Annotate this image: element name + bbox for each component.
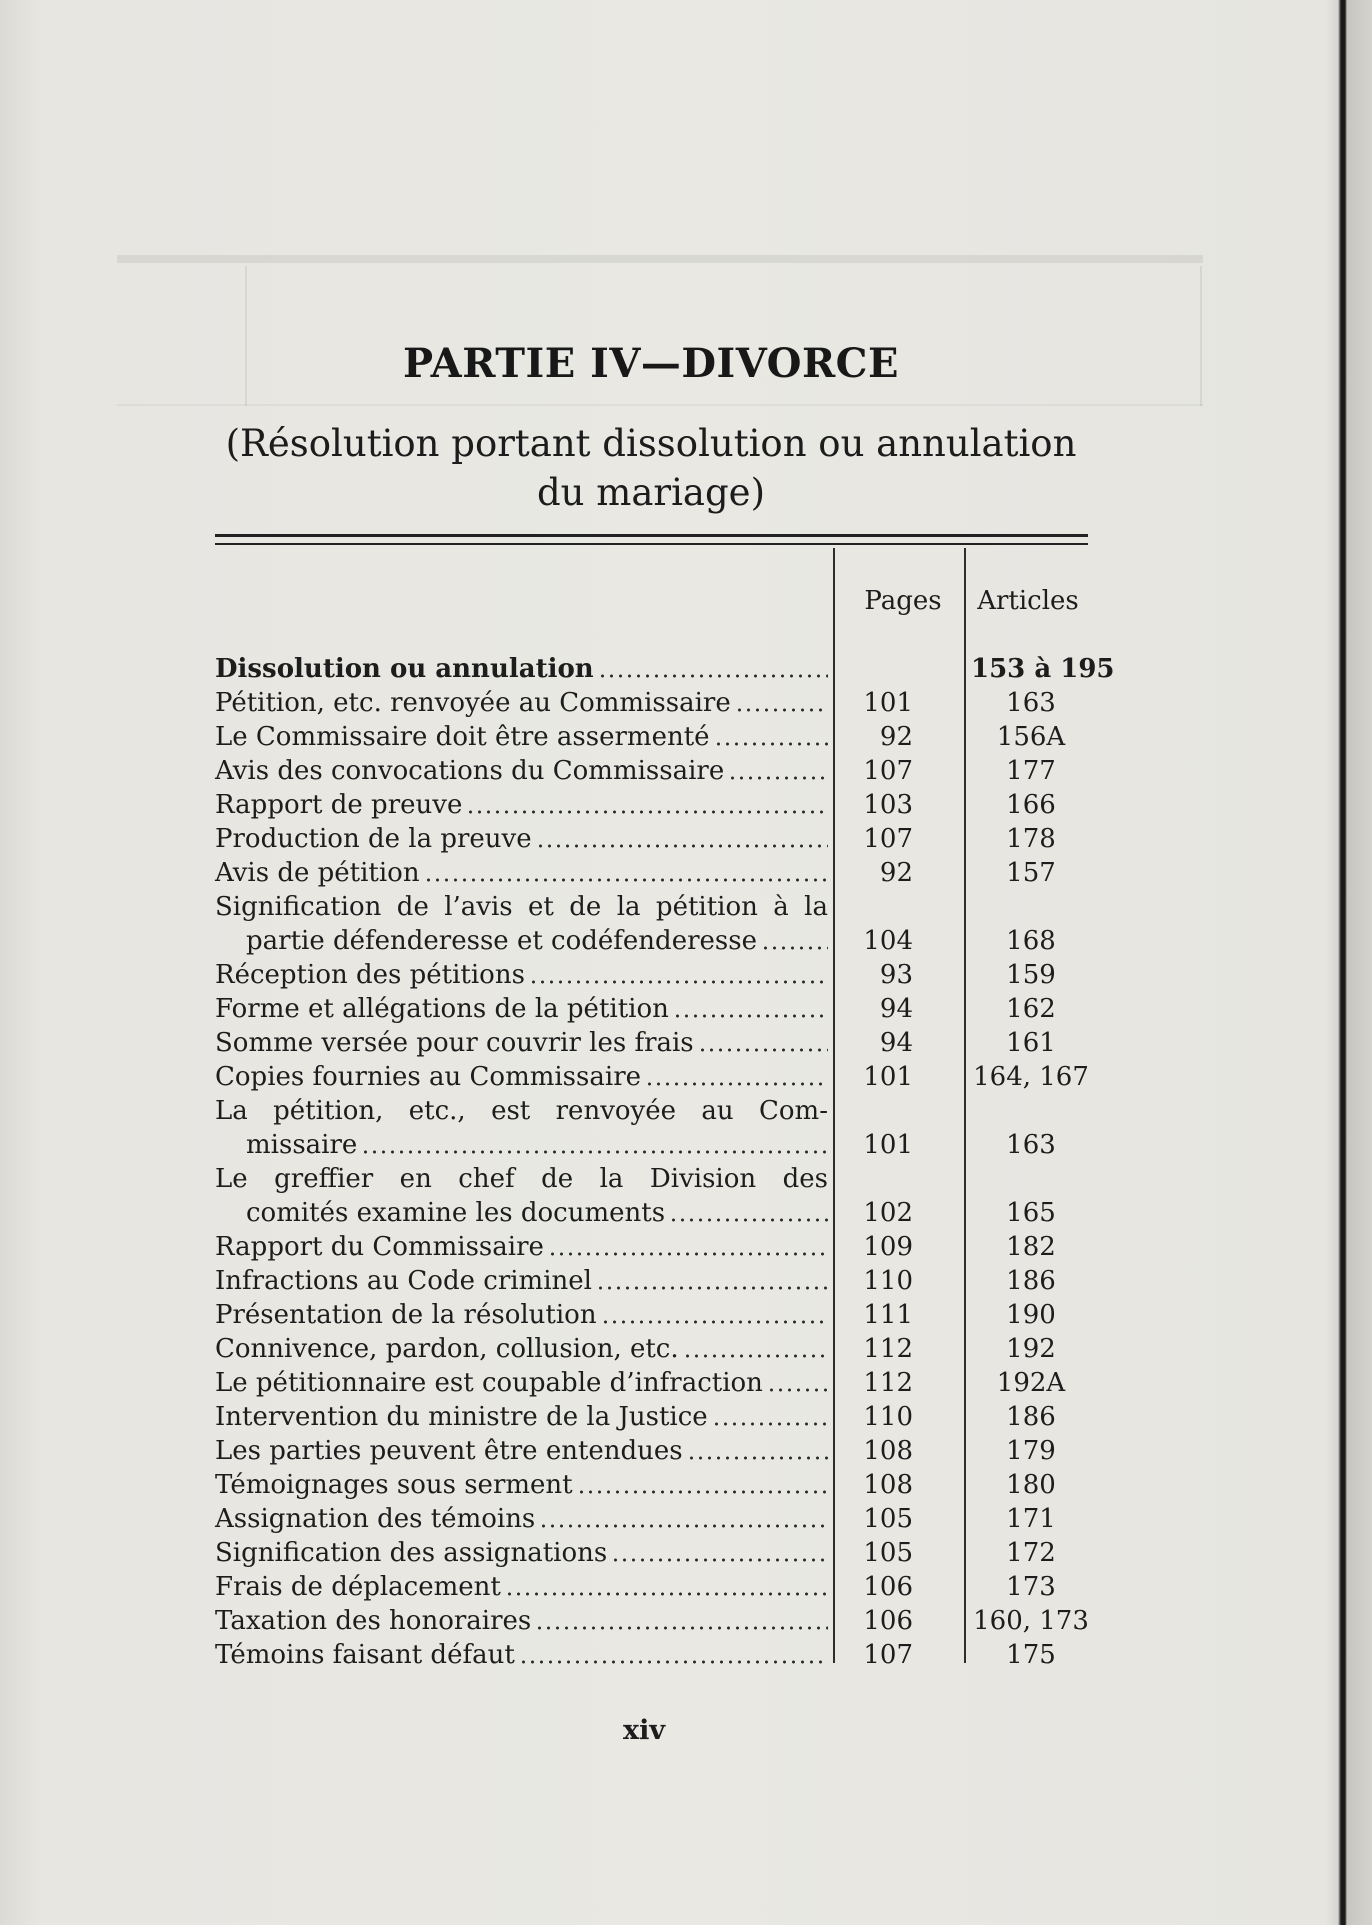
dot-leader	[765, 1366, 828, 1400]
entry-text-wrap	[215, 856, 828, 890]
toc-entry-line	[215, 890, 1095, 924]
entry-articles: 173	[1006, 1572, 1056, 1602]
entry-articles: 172	[1006, 1538, 1056, 1568]
entry-text: Infractions au Code criminel	[215, 1266, 592, 1296]
entry-text-wrap	[215, 1366, 828, 1400]
toc-entry	[215, 1264, 1095, 1298]
entry-text: Signification de l’avis et de la pétition à la	[215, 892, 828, 922]
toc-entry-line	[215, 1298, 1095, 1332]
toc-entry	[215, 890, 1095, 958]
entry-text: Connivence, pardon, collusion, etc.	[215, 1334, 679, 1364]
entry-page: 105	[863, 1504, 913, 1534]
dot-leader	[503, 1570, 828, 1604]
toc-entry-line	[215, 924, 1095, 958]
entry-page: 108	[863, 1436, 913, 1466]
toc-entry-line	[215, 1400, 1095, 1434]
entry-page: 106	[863, 1606, 913, 1636]
entry-text: La pétition, etc., est renvoyée au Com-	[215, 1096, 828, 1126]
dot-leader	[599, 1298, 828, 1332]
entry-articles: 168	[1006, 926, 1056, 956]
toc-entry-line	[215, 1570, 1095, 1604]
toc-entry-line	[215, 992, 1095, 1026]
dot-leader	[537, 1502, 828, 1536]
entry-articles: 192	[1006, 1334, 1056, 1364]
entry-text-wrap	[215, 686, 828, 720]
entry-text-wrap	[215, 1094, 828, 1128]
dot-leader	[575, 1468, 828, 1502]
entry-text: Forme et allégations de la pétition	[215, 994, 669, 1024]
toc-entry	[215, 1638, 1095, 1672]
entry-articles: 180	[1006, 1470, 1056, 1500]
dot-leader	[534, 822, 828, 856]
entry-articles: 175	[1006, 1640, 1056, 1670]
double-rule-top	[215, 534, 1088, 537]
articles-column-header: Articles	[977, 586, 1079, 616]
entry-page: 112	[863, 1368, 913, 1398]
entry-articles: 164, 167	[973, 1062, 1089, 1092]
entry-page: 101	[863, 1062, 913, 1092]
entry-text-wrap	[246, 924, 828, 958]
entry-text-wrap	[215, 1570, 828, 1604]
entry-page: 94	[879, 1028, 913, 1058]
dot-leader	[422, 856, 828, 890]
toc-entry	[215, 1570, 1095, 1604]
toc-entry-line	[215, 1366, 1095, 1400]
entry-articles: 156A	[996, 722, 1066, 752]
entry-articles: 178	[1006, 824, 1056, 854]
dot-leader	[517, 1638, 828, 1672]
entry-articles: 177	[1006, 756, 1056, 786]
entry-text-wrap	[215, 652, 828, 686]
dot-leader	[733, 686, 828, 720]
bleed-through-rule	[117, 404, 1203, 406]
entry-articles: 186	[1006, 1266, 1056, 1296]
double-rule-bottom	[215, 543, 1088, 545]
entry-text-wrap	[215, 754, 828, 788]
entry-text: Avis des convocations du Commissaire	[215, 756, 725, 786]
toc-entry	[215, 1162, 1095, 1230]
toc-entry	[215, 788, 1095, 822]
toc-entry-line	[215, 686, 1095, 720]
entry-text: Copies fournies au Commissaire	[215, 1062, 642, 1092]
toc-entry-line	[215, 1094, 1095, 1128]
dot-leader	[546, 1230, 828, 1264]
entry-text: Témoins faisant défaut	[215, 1640, 515, 1670]
entry-text-wrap	[215, 1026, 828, 1060]
toc-entry	[215, 992, 1095, 1026]
entry-articles: 166	[1006, 790, 1056, 820]
entry-articles: 192A	[996, 1368, 1066, 1398]
dot-leader	[594, 1264, 828, 1298]
entry-page: 108	[863, 1470, 913, 1500]
entry-text: Frais de déplacement	[215, 1572, 501, 1602]
dot-leader	[681, 1332, 828, 1366]
toc-entry-line	[215, 1332, 1095, 1366]
entry-text-wrap	[215, 992, 828, 1026]
toc-entry-line	[215, 1434, 1095, 1468]
dot-leader	[696, 1026, 828, 1060]
toc-entry	[215, 1332, 1095, 1366]
toc-section-heading	[215, 652, 1115, 686]
entry-articles: 159	[1006, 960, 1056, 990]
entry-text-wrap	[215, 1434, 828, 1468]
toc-entry-line	[215, 1128, 1095, 1162]
entry-text: Rapport du Commissaire	[215, 1232, 544, 1262]
entry-text-wrap	[215, 1298, 828, 1332]
entry-page: 101	[863, 688, 913, 718]
entry-text: Assignation des témoins	[215, 1504, 536, 1534]
dot-leader	[527, 958, 828, 992]
dot-leader	[596, 652, 828, 686]
entry-articles: 163	[1006, 1130, 1056, 1160]
toc-entry	[215, 856, 1095, 890]
toc-entry	[215, 1536, 1095, 1570]
toc-entry-line	[215, 1230, 1095, 1264]
entry-text: Somme versée pour couvrir les frais	[215, 1028, 694, 1058]
toc-entry-line	[215, 1060, 1095, 1094]
section-label: Dissolution ou annulation	[215, 654, 594, 684]
dot-leader	[685, 1434, 828, 1468]
entry-text-wrap	[215, 890, 828, 924]
toc-entry-line	[215, 1162, 1095, 1196]
toc-entry-line	[215, 788, 1095, 822]
entry-text: Intervention du ministre de la Justice	[215, 1402, 708, 1432]
toc-entry	[215, 822, 1095, 856]
toc-entry	[215, 958, 1095, 992]
entry-page: 107	[863, 756, 913, 786]
entry-text: Signification des assignations	[215, 1538, 608, 1568]
entry-articles: 162	[1006, 994, 1056, 1024]
toc-entry	[215, 1230, 1095, 1264]
toc-entry	[215, 1060, 1095, 1094]
toc-entry	[215, 1298, 1095, 1332]
toc-entry-line	[215, 1026, 1095, 1060]
entry-text-wrap	[215, 788, 828, 822]
entry-text-wrap	[215, 822, 828, 856]
dot-leader	[712, 720, 828, 754]
toc-entry-line	[215, 1536, 1095, 1570]
page-number: xiv	[622, 1715, 666, 1746]
toc-entry-line	[215, 1604, 1095, 1638]
entry-text-wrap	[215, 1638, 828, 1672]
entry-page: 110	[863, 1266, 913, 1296]
toc-entry-line	[215, 720, 1095, 754]
subtitle-line: (Résolution portant dissolution ou annulation	[225, 422, 1077, 465]
entry-page: 111	[863, 1300, 913, 1330]
entry-page: 101	[863, 1130, 913, 1160]
toc-entry-line	[215, 958, 1095, 992]
pages-column-header: Pages	[864, 586, 942, 616]
toc-entry-line	[215, 856, 1095, 890]
entry-articles: 171	[1006, 1504, 1056, 1534]
entry-text-wrap	[215, 1468, 828, 1502]
entry-page: 94	[879, 994, 913, 1024]
page-binding-edge	[1326, 0, 1372, 1925]
entry-text-wrap	[215, 1264, 828, 1298]
entry-text: missaire	[246, 1130, 358, 1160]
toc-entry	[215, 1094, 1095, 1162]
dot-leader	[726, 754, 828, 788]
toc-entry-line	[215, 1468, 1095, 1502]
entry-page: 92	[879, 722, 913, 752]
bleed-through-column-line	[245, 266, 247, 406]
dot-leader	[533, 1604, 828, 1638]
entry-text: Témoignages sous serment	[215, 1470, 573, 1500]
entry-page: 104	[863, 926, 913, 956]
entry-text: Présentation de la résolution	[215, 1300, 597, 1330]
entry-text: Réception des pétitions	[215, 960, 525, 990]
entry-page: 107	[863, 1640, 913, 1670]
entry-text: Taxation des honoraires	[215, 1606, 532, 1636]
entry-page: 107	[863, 824, 913, 854]
dot-leader	[667, 1196, 828, 1230]
dot-leader	[643, 1060, 828, 1094]
entry-text: Les parties peuvent être entendues	[215, 1436, 683, 1466]
toc-entry-line	[215, 1196, 1095, 1230]
table-of-contents	[215, 652, 1115, 1672]
entry-text: Rapport de preuve	[215, 790, 463, 820]
dot-leader	[359, 1128, 828, 1162]
entry-page: 105	[863, 1538, 913, 1568]
entry-text-wrap	[246, 1196, 828, 1230]
toc-entry	[215, 1502, 1095, 1536]
toc-entry	[215, 1026, 1095, 1060]
toc-entry-line	[215, 1502, 1095, 1536]
entry-text: Avis de pétition	[215, 858, 420, 888]
toc-entry-line	[215, 754, 1095, 788]
part-title: PARTIE IV—DIVORCE	[402, 340, 900, 387]
entry-page: 110	[863, 1402, 913, 1432]
toc-entry-line	[215, 1638, 1095, 1672]
bleed-through-column-line	[1200, 266, 1202, 406]
entry-text-wrap	[215, 1332, 828, 1366]
dot-leader	[759, 924, 828, 958]
entry-page: 102	[863, 1198, 913, 1228]
entry-articles: 163	[1006, 688, 1056, 718]
entry-page: 106	[863, 1572, 913, 1602]
entry-text-wrap	[215, 1502, 828, 1536]
entry-text: Le pétitionnaire est coupable d’infraction	[215, 1368, 763, 1398]
toc-entry	[215, 1468, 1095, 1502]
entry-page: 93	[879, 960, 913, 990]
entry-text: Pétition, etc. renvoyée au Commissaire	[215, 688, 731, 718]
toc-entry	[215, 1434, 1095, 1468]
toc-entry-line	[215, 1264, 1095, 1298]
entry-articles: 182	[1006, 1232, 1056, 1262]
toc-entry	[215, 686, 1095, 720]
entry-text-wrap	[215, 1162, 828, 1196]
dot-leader	[464, 788, 828, 822]
toc-entry-line	[215, 822, 1095, 856]
section-articles: 153 à 195	[971, 654, 1115, 684]
toc-entry	[215, 1366, 1095, 1400]
entry-page: 112	[863, 1334, 913, 1364]
entry-articles: 160, 173	[973, 1606, 1089, 1636]
toc-entry	[215, 754, 1095, 788]
entry-text: partie défenderesse et codéfenderesse	[246, 926, 757, 956]
dot-leader	[671, 992, 828, 1026]
entry-text-wrap	[215, 1400, 828, 1434]
entry-text: Production de la preuve	[215, 824, 532, 854]
entry-text-wrap	[215, 1536, 828, 1570]
entry-articles: 186	[1006, 1402, 1056, 1432]
entry-articles: 157	[1006, 858, 1056, 888]
entry-text: Le greffier en chef de la Division des	[215, 1164, 828, 1194]
subtitle-line: du mariage)	[536, 471, 766, 514]
entry-articles: 179	[1006, 1436, 1056, 1466]
toc-entry	[215, 1400, 1095, 1434]
dot-leader	[609, 1536, 828, 1570]
part-subtitle	[0, 419, 1302, 517]
bleed-through-rule	[117, 255, 1203, 263]
entry-text-wrap	[246, 1128, 828, 1162]
entry-text-wrap	[215, 720, 828, 754]
entry-text: comités examine les documents	[246, 1198, 666, 1228]
entry-page: 103	[863, 790, 913, 820]
toc-entry	[215, 720, 1095, 754]
dot-leader	[710, 1400, 828, 1434]
entry-page: 92	[879, 858, 913, 888]
toc-entry	[215, 1604, 1095, 1638]
entry-articles: 190	[1006, 1300, 1056, 1330]
entry-articles: 161	[1006, 1028, 1056, 1058]
entry-articles: 165	[1006, 1198, 1056, 1228]
entry-page: 109	[863, 1232, 913, 1262]
entry-text: Le Commissaire doit être assermenté	[215, 722, 710, 752]
entry-text-wrap	[215, 1604, 828, 1638]
entry-text-wrap	[215, 958, 828, 992]
entry-text-wrap	[215, 1230, 828, 1264]
entry-text-wrap	[215, 1060, 828, 1094]
